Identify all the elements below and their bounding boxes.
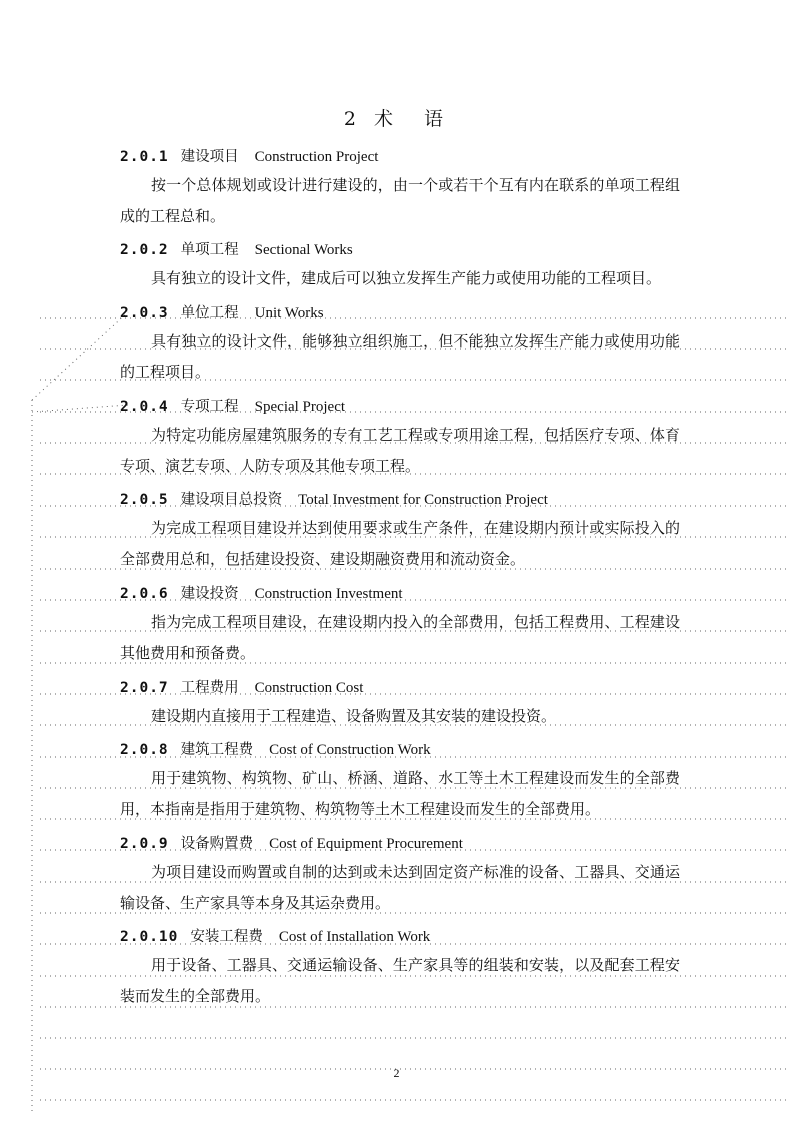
page-title: 2 术 语: [343, 108, 450, 130]
term-heading: [120, 738, 431, 759]
term-english: Cost of Construction Work: [269, 742, 431, 758]
term-heading: [120, 832, 463, 853]
term-number: 2.0.2: [120, 242, 169, 258]
term-heading: [120, 582, 403, 603]
term-number: 2.0.6: [120, 586, 169, 602]
term-number: 2.0.10: [120, 929, 179, 945]
term-english: Cost of Equipment Procurement: [269, 836, 463, 852]
term-number: 2.0.7: [120, 680, 169, 696]
term-number: 2.0.5: [120, 492, 169, 508]
term-chinese: 单项工程: [180, 242, 239, 258]
term-definition: 为特定功能房屋建筑服务的专有工艺工程或专项用途工程，包括医疗专项、体育专项、演艺专项、人防专项及其他专项工程。: [120, 426, 680, 475]
term-heading: [120, 301, 324, 322]
term-number: 2.0.9: [120, 836, 169, 852]
term-definition: 建设期内直接用于工程建造、设备购置及其安装的建设投资。: [151, 707, 557, 725]
term-chinese: 建设投资: [180, 586, 239, 602]
term-chinese: 安装工程费: [190, 929, 263, 945]
term-definition: 具有独立的设计文件，建成后可以独立发挥生产能力或使用功能的工程项目。: [151, 269, 662, 287]
term-definition: 为项目建设而购置或自制的达到或未达到固定资产标准的设备、工器具、交通运输设备、生产家具等本身及其运杂费用。: [120, 863, 680, 912]
dotted-guide: [32, 405, 128, 412]
term-heading: [120, 488, 548, 509]
term-definition: 用于建筑物、构筑物、矿山、桥涵、道路、水工等土木工程建设而发生的全部费用，本指南是指用于建筑物、构筑物等土木工程建设而发生的全部费用。: [120, 769, 680, 818]
term-english: Unit Works: [254, 305, 324, 321]
term-chinese: 单位工程: [180, 305, 239, 321]
term-english: Construction Project: [254, 149, 379, 165]
term-heading: [120, 395, 345, 416]
term-heading: [120, 676, 363, 697]
term-definition: 为完成工程项目建设并达到使用要求或生产条件，在建设期内预计或实际投入的全部费用总和，包括建设投资、建设期融资费用和流动资金。: [120, 519, 680, 568]
term-heading: [120, 145, 378, 166]
term-english: Special Project: [254, 399, 346, 415]
term-chinese: 建设项目总投资: [180, 492, 283, 508]
term-chinese: 建设项目: [180, 149, 239, 165]
term-number: 2.0.4: [120, 399, 169, 415]
term-number: 2.0.3: [120, 305, 169, 321]
term-definition: 用于设备、工器具、交通运输设备、生产家具等的组装和安装，以及配套工程安装而发生的全部费用。: [120, 956, 680, 1005]
term-english: Sectional Works: [254, 242, 353, 258]
term-heading: [120, 238, 353, 259]
term-definition: 具有独立的设计文件，能够独立组织施工，但不能独立发挥生产能力或使用功能的工程项目。: [120, 332, 680, 381]
dotted-guide: [32, 312, 128, 400]
page-number: 2: [393, 1066, 400, 1080]
term-english: Total Investment for Construction Project: [298, 492, 548, 508]
term-definition: 按一个总体规划或设计进行建设的，由一个或若干个互有内在联系的单项工程组成的工程总和。: [120, 176, 680, 225]
term-chinese: 建筑工程费: [180, 742, 254, 758]
term-number: 2.0.8: [120, 742, 169, 758]
term-number: 2.0.1: [120, 149, 169, 165]
term-chinese: 设备购置费: [180, 836, 254, 852]
term-chinese: 专项工程: [180, 399, 239, 415]
term-heading: [120, 925, 430, 946]
term-english: Construction Investment: [254, 586, 403, 602]
term-english: Cost of Installation Work: [278, 929, 431, 945]
term-definition: 指为完成工程项目建设，在建设期内投入的全部费用，包括工程费用、工程建设其他费用和预备费。: [120, 613, 680, 662]
term-chinese: 工程费用: [180, 680, 239, 696]
term-english: Construction Cost: [254, 680, 364, 696]
